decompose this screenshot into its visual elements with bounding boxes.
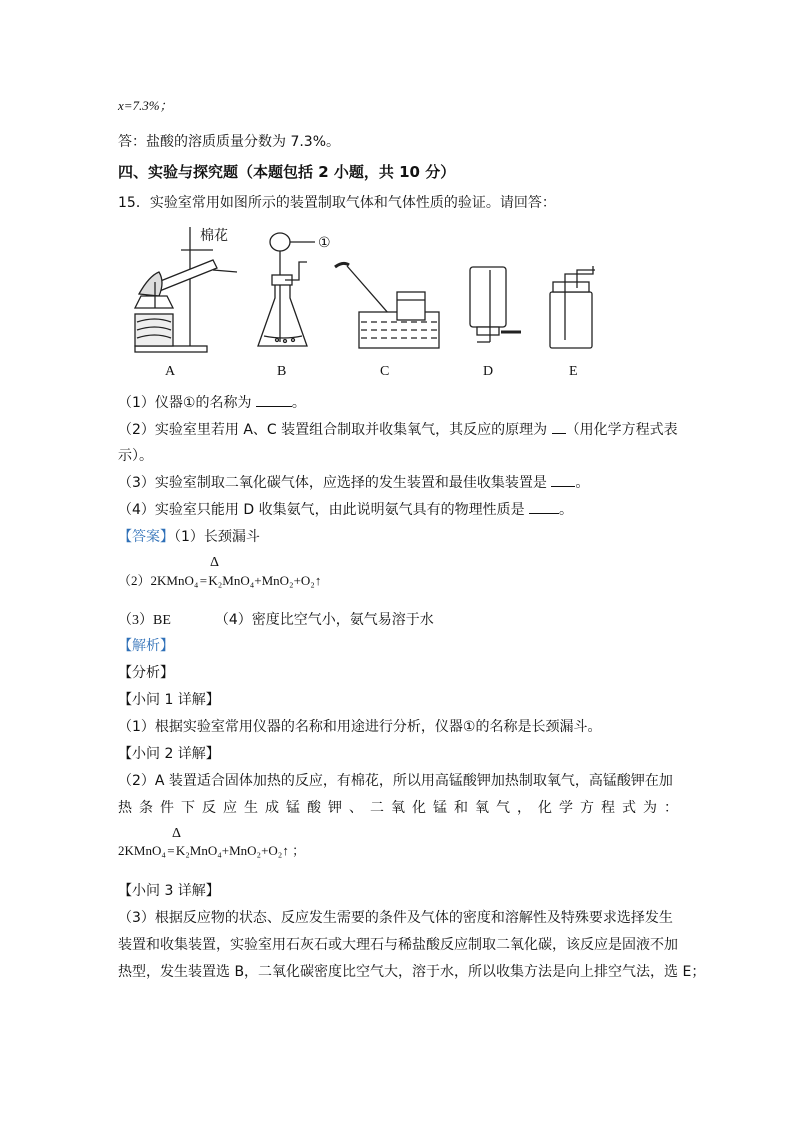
justified-char: 、 bbox=[349, 800, 363, 816]
answer-tag: 【答案】 bbox=[118, 529, 174, 545]
answer-3-4: （3）BE （4）密度比空气小，氨气易溶于水 bbox=[118, 612, 434, 628]
sub2-equation: 2KMnO₄=K₂MnO₄+MnO₂+O₂↑ ； bbox=[118, 843, 306, 858]
section-title: 四、实验与探究题（本题包括 2 小题，共 10 分） bbox=[118, 163, 456, 181]
justified-char: 锰 bbox=[433, 800, 447, 816]
justified-char: 应 bbox=[223, 800, 237, 816]
blank-1 bbox=[256, 394, 292, 407]
justified-char: 反 bbox=[202, 800, 216, 816]
label-d: D bbox=[483, 364, 494, 379]
apparatus-b bbox=[258, 233, 315, 346]
analysis-tag: 【解析】 bbox=[118, 638, 174, 654]
blank-3 bbox=[551, 474, 575, 487]
justified-char: 化 bbox=[412, 800, 426, 816]
question-4: （4）实验室只能用 D 收集氨气，由此说明氨气具有的物理性质是 。 bbox=[118, 502, 574, 518]
justified-char: 和 bbox=[454, 800, 468, 816]
sub3-heading: 【小问 3 详解】 bbox=[118, 883, 220, 899]
sub2-text-1: （2）A 装置适合固体加热的反应，有棉花，所以用高锰酸钾加热制取氧气，高锰酸钾在加 bbox=[118, 773, 673, 789]
question-2-cont: 示）。 bbox=[118, 448, 153, 464]
answer-2-equation: （2）2KMnO₄=K₂MnO₄+MnO₂+O₂↑ bbox=[118, 573, 322, 588]
justified-char: 氧 bbox=[391, 800, 405, 816]
justified-char: 氧 bbox=[475, 800, 489, 816]
cotton-label: 棉花 bbox=[200, 228, 228, 244]
apparatus-figure bbox=[125, 222, 605, 380]
answer-1: （1）长颈漏斗 bbox=[174, 529, 260, 545]
justified-char: 学 bbox=[559, 800, 573, 816]
x-value-line: x=7.3%； bbox=[118, 98, 173, 113]
apparatus-drawing bbox=[125, 222, 605, 380]
justified-char: 生 bbox=[244, 800, 258, 816]
sub3-text-3: 热型，发生装置选 B，二氧化碳密度比空气大，溶于水，所以收集方法是向上排空气法，选 E； bbox=[118, 964, 706, 980]
apparatus-d bbox=[470, 267, 521, 342]
justified-char: 程 bbox=[601, 800, 615, 816]
justified-char: 件 bbox=[160, 800, 174, 816]
justified-char: 钾 bbox=[328, 800, 342, 816]
sub3-text-1: （3）根据反应物的状态、反应发生需要的条件及气体的密度和溶解性及特殊要求选择发生 bbox=[118, 910, 673, 926]
delta-symbol-2: Δ bbox=[172, 826, 182, 841]
sub2-text-2 bbox=[118, 798, 678, 818]
answer-1-line bbox=[118, 527, 260, 547]
justified-char: 式 bbox=[622, 800, 636, 816]
justified-char: 条 bbox=[139, 800, 153, 816]
sub1-text: （1）根据实验室常用仪器的名称和用途进行分析，仪器①的名称是长颈漏斗。 bbox=[118, 719, 602, 735]
justified-char: 二 bbox=[370, 800, 384, 816]
apparatus-e bbox=[550, 266, 595, 348]
sub2-heading: 【小问 2 详解】 bbox=[118, 746, 220, 762]
sub3-text-2: 装置和收集装置，实验室用石灰石或大理石与稀盐酸反应制取二氧化碳，该反应是固液不加 bbox=[118, 937, 678, 953]
justified-char: 为 bbox=[643, 800, 657, 816]
justified-char: 气 bbox=[496, 800, 510, 816]
justified-char: 酸 bbox=[307, 800, 321, 816]
answer-line: 答：盐酸的溶质质量分数为 7.3%。 bbox=[118, 134, 341, 150]
label-c: C bbox=[380, 364, 390, 379]
justified-char: 下 bbox=[181, 800, 195, 816]
circle-label: ① bbox=[318, 235, 331, 251]
sub1-heading: 【小问 1 详解】 bbox=[118, 692, 220, 708]
question-2: （2）实验室里若用 A、C 装置组合制取并收集氧气，其反应的原理为 （用化学方程式表 bbox=[118, 422, 678, 438]
justified-char: 成 bbox=[265, 800, 279, 816]
label-a: A bbox=[165, 364, 176, 379]
question-3: （3）实验室制取二氧化碳气体，应选择的发生装置和最佳收集装置是 。 bbox=[118, 475, 590, 491]
question-stem: 15．实验室常用如图所示的装置制取气体和气体性质的验证。请回答： bbox=[118, 195, 556, 211]
apparatus-c bbox=[335, 263, 439, 348]
justified-char: 化 bbox=[538, 800, 552, 816]
question-1: （1）仪器①的名称为 。 bbox=[118, 395, 306, 411]
justified-char: 方 bbox=[580, 800, 594, 816]
analysis-fenxi: 【分析】 bbox=[118, 665, 174, 681]
justified-char: 热 bbox=[118, 800, 132, 816]
blank-2 bbox=[552, 421, 566, 434]
justified-char: ： bbox=[664, 800, 678, 816]
justified-char: ， bbox=[517, 800, 531, 816]
justified-char: 锰 bbox=[286, 800, 300, 816]
label-e: E bbox=[569, 364, 578, 379]
apparatus-a bbox=[135, 227, 237, 352]
delta-symbol: Δ bbox=[210, 555, 220, 570]
label-b: B bbox=[277, 364, 287, 379]
blank-4 bbox=[529, 501, 559, 514]
